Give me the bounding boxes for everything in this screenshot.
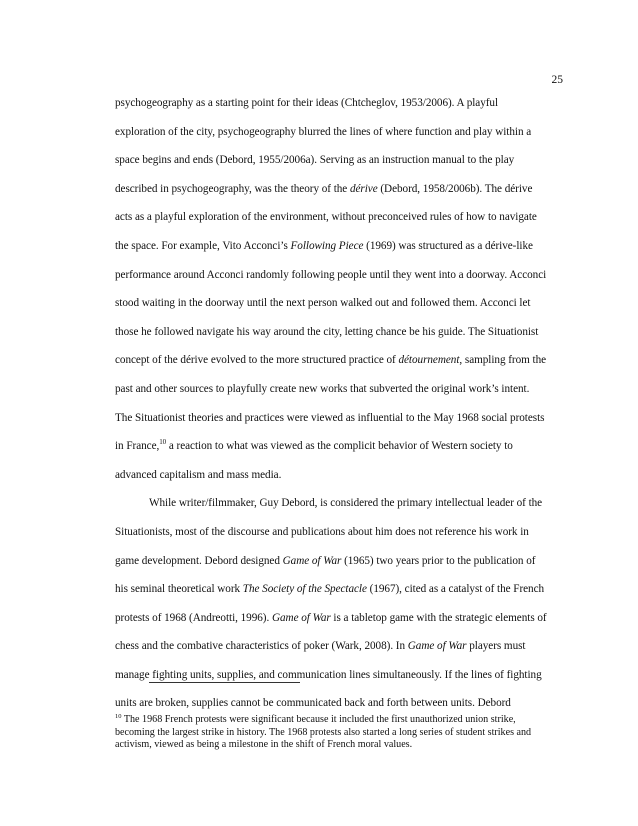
text-line [115,611,565,640]
text-run: While writer/filmmaker, Guy Debord, is considered the primary intellectual leader of the [149,497,543,510]
text-line [115,96,565,125]
text-run: space begins and ends (Debord, 1955/2006a). Serving as an instruction manual to the play [115,154,515,167]
footnote-separator [149,682,300,683]
text-line [115,554,565,583]
text-run: protests of 1968 (Andreotti, 1996). [115,611,272,624]
text-run: game development. Debord designed [115,554,283,567]
text-line [115,382,565,411]
text-line [115,439,565,468]
footnote-line [115,739,565,752]
footnote [115,714,565,752]
text-run: , sampling from the [459,354,547,367]
text-run: past and other sources to playfully create new works that subverted the original work’s intent. [115,382,530,395]
text-run: performance around Acconci randomly following people until they went into a doorway. Acconci [115,268,547,281]
footnote-text: The 1968 French protests were significant because it included the first unauthorized union strike, [121,714,516,725]
body-text [115,96,565,725]
page-number: 25 [551,74,563,86]
text-run: in France, [115,440,160,453]
text-line [115,525,565,554]
text-run: (1967), cited as a catalyst of the French [366,583,545,596]
text-line [115,353,565,382]
text-run: those he followed navigate his way around the city, letting chance be his guide. The Situationist [115,325,539,338]
footnote-number: 10 [115,713,122,720]
text-run: exploration of the city, psychogeography blurred the lines of where function and play within a [115,125,532,138]
text-run: his seminal theoretical work [115,583,243,596]
text-run: The Situationist theories and practices were viewed as influential to the May 1968 social protests [115,411,545,424]
italic-title: The Society of the Spectacle [242,583,367,596]
text-run: the space. For example, Vito Acconci’s [115,239,291,252]
text-line [115,296,565,325]
text-line [115,411,565,440]
footnote-line [115,727,565,740]
text-run: (1969) was structured as a dérive-like [363,239,533,252]
text-run: a reaction to what was viewed as the complicit behavior of Western society to [166,440,513,453]
text-line [115,325,565,354]
text-run: manage fighting units, supplies, and communication lines simultaneously. If the lines of fighting [115,668,542,681]
text-line [115,239,565,268]
text-run: advanced capitalism and mass media. [115,468,282,481]
italic-title: Game of War [282,554,342,567]
text-line [115,153,565,182]
footnote-text: becoming the largest strike in history. The 1968 protests also started a long series of student strikes and [115,726,532,738]
text-run: concept of the dérive evolved to the more structured practice of [115,354,399,367]
text-run: described in psychogeography, was the theory of the [115,182,350,195]
text-run: (Debord, 1958/2006b). The dérive [377,182,533,195]
text-run: (1965) two years prior to the publication of [341,554,536,567]
footnote-line [115,714,565,727]
text-run: Situationists, most of the discourse and publications about him does not reference his work in [115,525,529,538]
text-run: chess and the combative characteristics of poker (Wark, 2008). In [115,640,408,653]
text-run: psychogeography as a starting point for their ideas (Chtcheglov, 1953/2006). A playful [115,97,499,109]
text-run: is a tabletop game with the strategic elements of [330,611,547,624]
text-line [115,210,565,239]
text-line [115,496,565,525]
italic-title: dérive [349,182,378,195]
text-run: players must [466,640,526,653]
italic-title: Following Piece [290,239,364,252]
text-line [115,268,565,297]
italic-title: Game of War [271,611,331,624]
text-line [115,125,565,154]
text-run: stood waiting in the doorway until the next person walked out and followed them. Acconci let [115,297,531,310]
italic-title: détournement [398,354,460,367]
footnote-marker: 10 [159,438,167,447]
text-line [115,582,565,611]
text-line [115,639,565,668]
text-run: units are broken, supplies cannot be communicated back and forth between units. Debord [115,697,511,710]
text-line [115,468,565,497]
text-run: acts as a playful exploration of the environment, without preconceived rules of how to navigate [115,211,537,224]
text-line [115,182,565,211]
footnote-text: activism, viewed as being a milestone in the shift of French moral values. [115,739,413,751]
italic-title: Game of War [407,640,467,653]
